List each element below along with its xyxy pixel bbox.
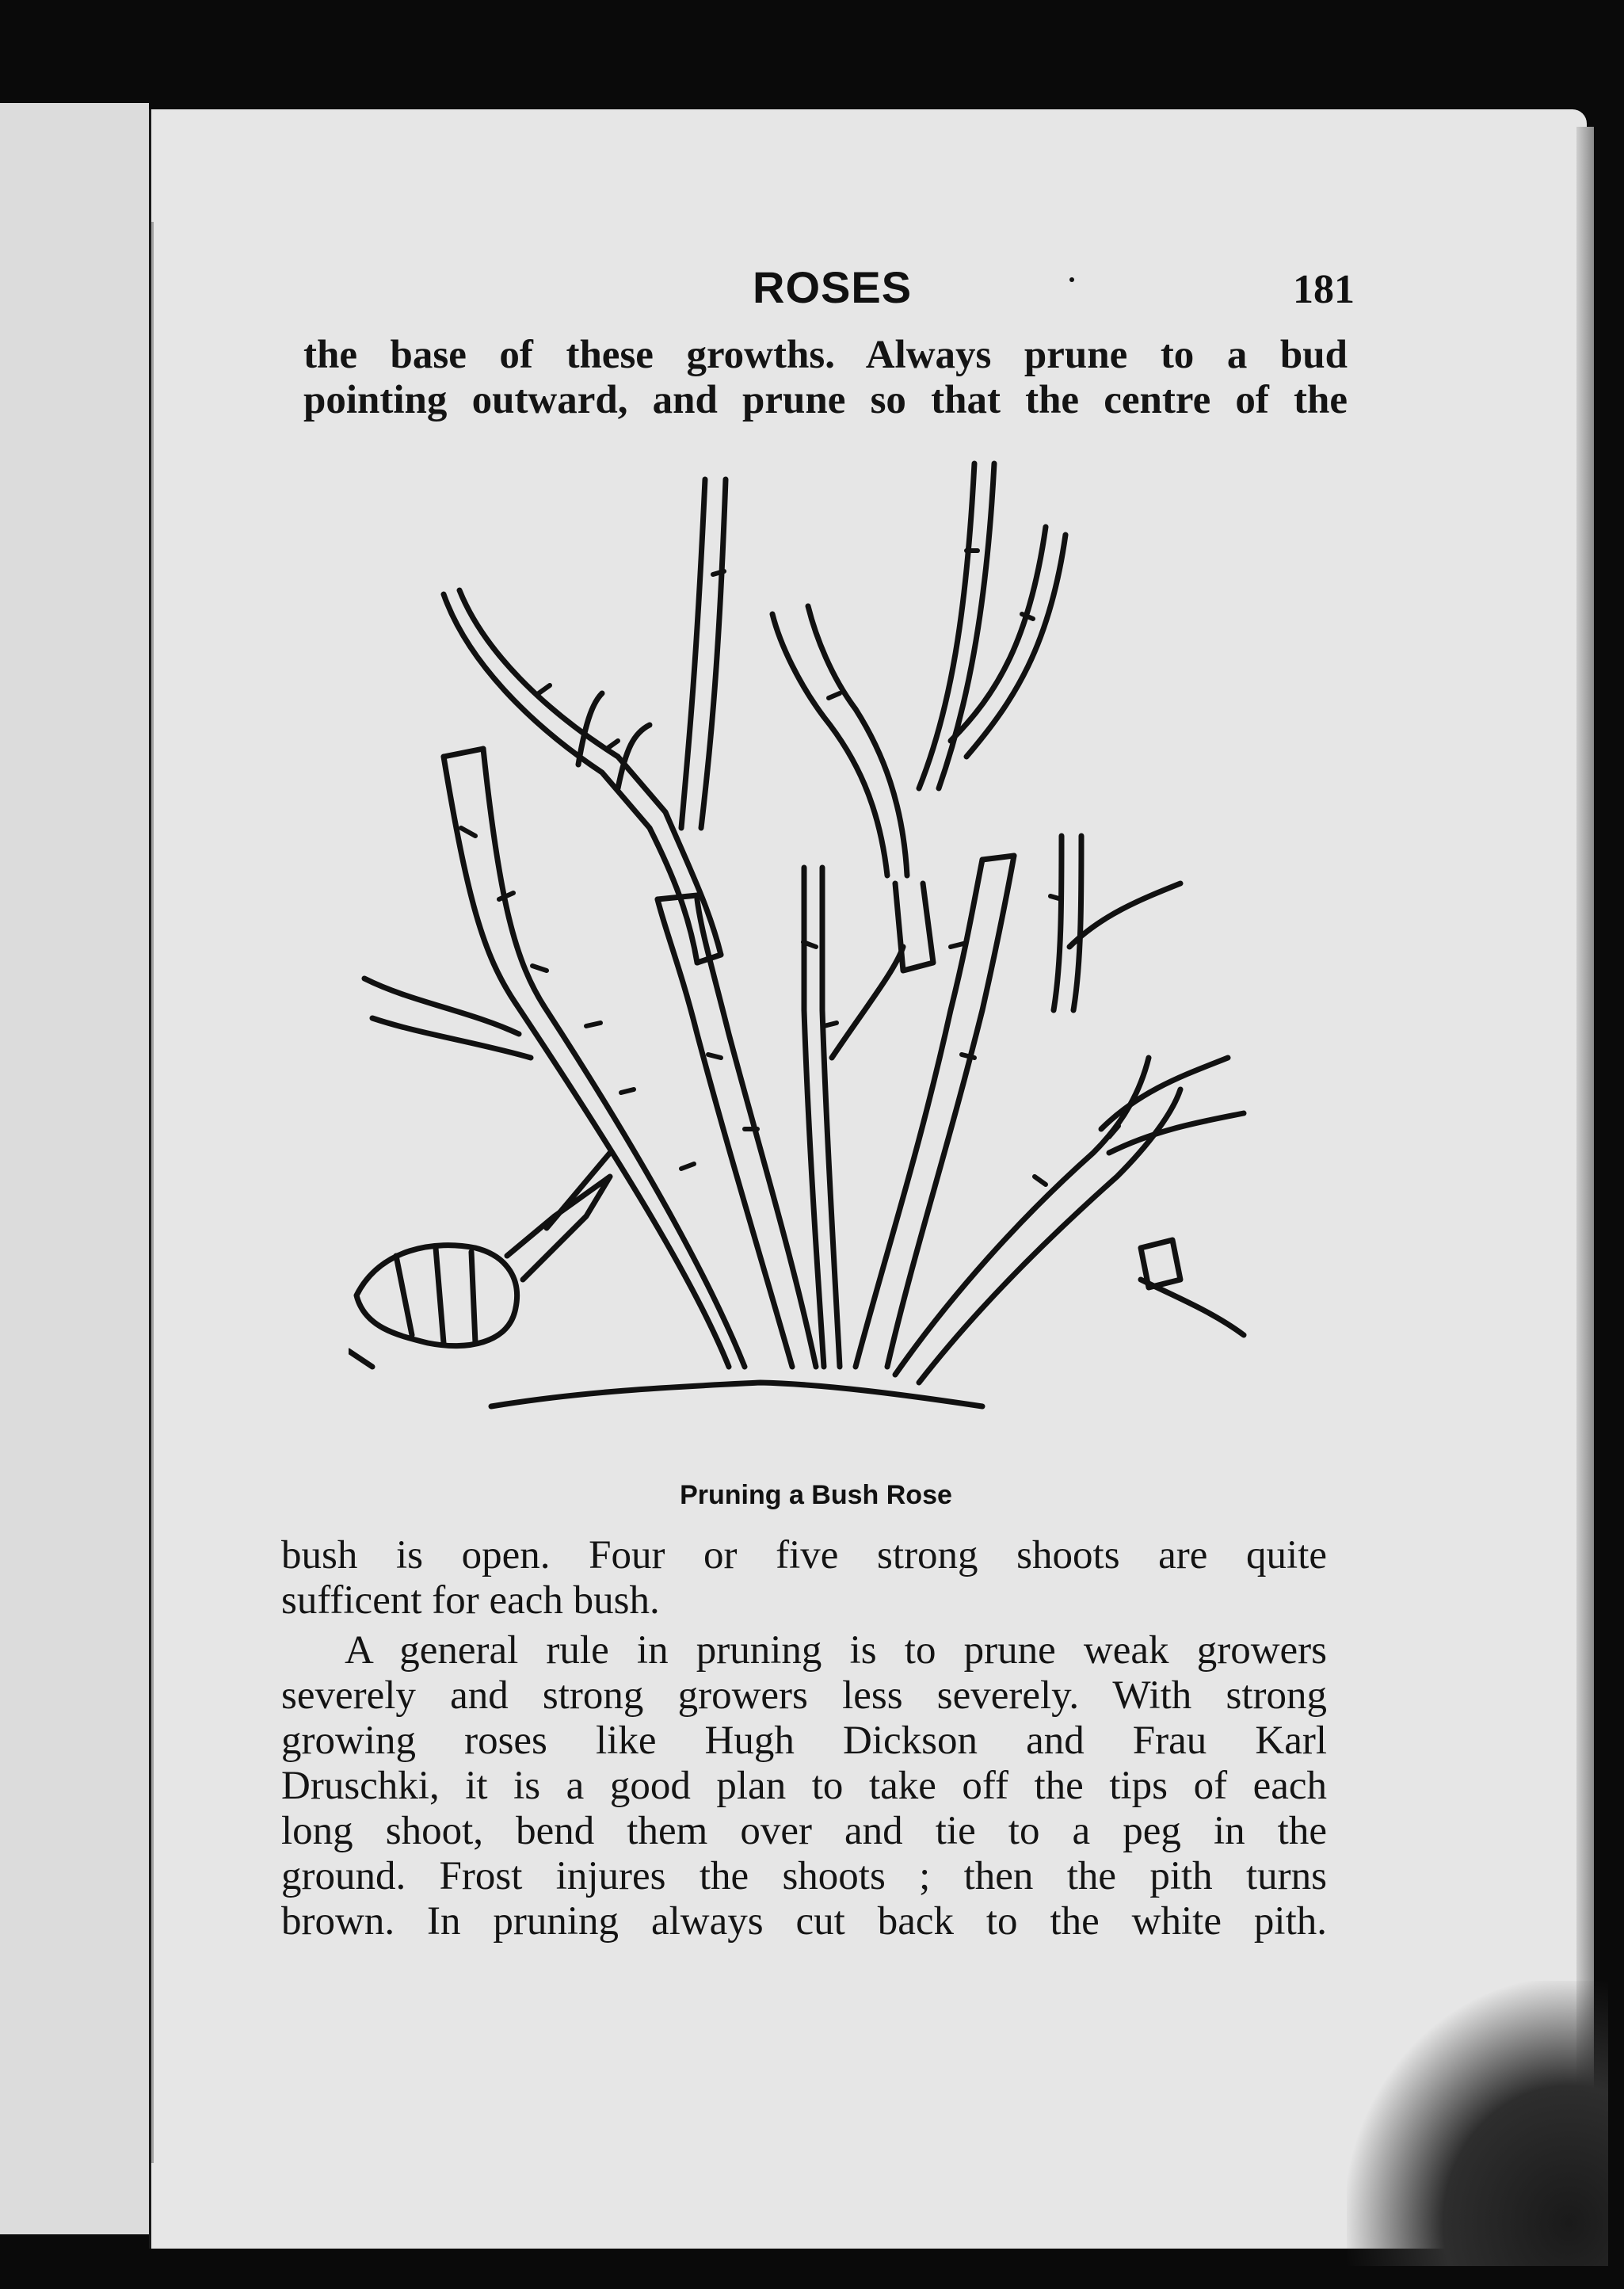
paragraph-2 [281, 1628, 1327, 1944]
bush-stems [364, 749, 1244, 1406]
top-paragraph [303, 333, 1348, 423]
header-dot [1069, 277, 1074, 282]
paragraph-1 [281, 1533, 1327, 1623]
gutter-shadow [151, 222, 154, 2163]
text-line: growing roses like Hugh Dickson and Frau Karl [281, 1719, 1327, 1763]
corner-stain [1347, 1981, 1608, 2266]
hand-with-secateurs [349, 1153, 610, 1367]
page-number: 181 [1293, 267, 1355, 312]
cut-branch-left [444, 479, 726, 963]
text-line: sufficent for each bush. [281, 1578, 660, 1623]
text-line: long shoot, bend them over and tie to a peg in the [281, 1809, 1327, 1853]
cut-branch-right [772, 464, 1066, 971]
text-line: ground. Frost injures the shoots ; then the pith turns [281, 1854, 1327, 1898]
running-title: ROSES [753, 262, 913, 312]
buds [461, 551, 1119, 1185]
figure-caption: Pruning a Bush Rose [680, 1480, 952, 1510]
bush-rose-pruning-illustration [349, 456, 1283, 1478]
facing-page [0, 103, 149, 2234]
text-line: severely and strong growers less severely. With strong [281, 1673, 1327, 1718]
text-line: the base of these growths. Always prune to a bud [303, 333, 1348, 377]
page-edge [1576, 127, 1594, 2187]
bottom-text [281, 1533, 1327, 1944]
text-line: Druschki, it is a good plan to take off the tips of each [281, 1764, 1327, 1808]
text-line: pointing outward, and prune so that the centre of the [303, 378, 1348, 422]
text-line: A general rule in pruning is to prune weak growers [345, 1628, 1327, 1673]
text-line: bush is open. Four or five strong shoots are quite [281, 1533, 1327, 1578]
running-header [301, 261, 1355, 317]
text-line: brown. In pruning always cut back to the white pith. [281, 1899, 1327, 1944]
